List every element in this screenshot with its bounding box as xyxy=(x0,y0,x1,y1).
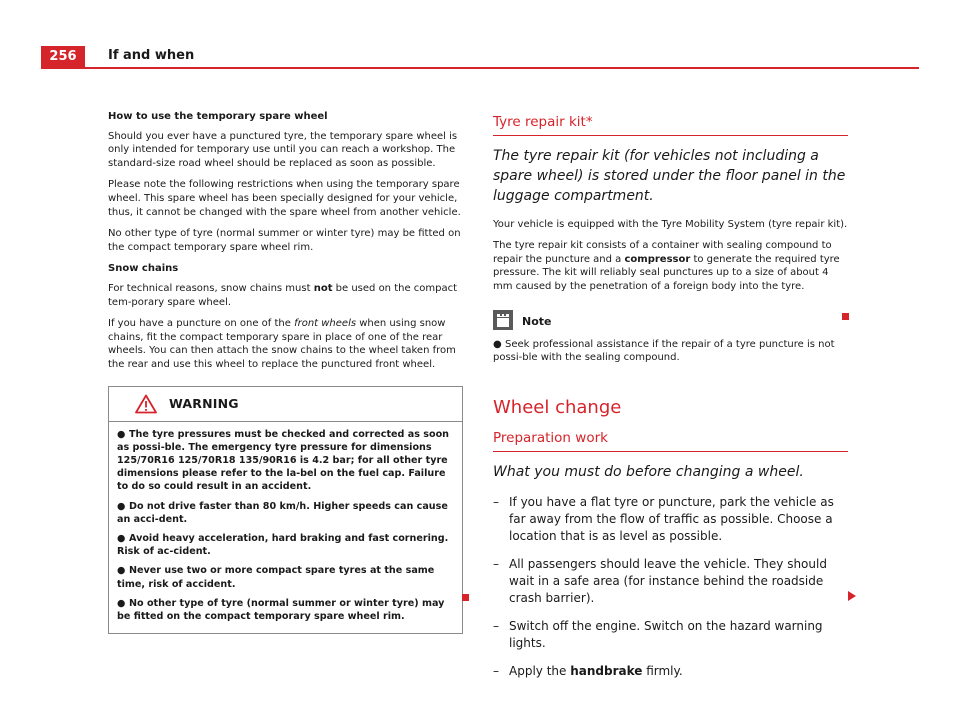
preparation-work-title: Preparation work xyxy=(493,432,848,452)
paragraph: Should you ever have a punctured tyre, the temporary spare wheel is only intended for temporary use until you can reach a workshop. The standard-size road wheel should be replaced as soon as possible. xyxy=(108,130,458,169)
paragraph: Your vehicle is equipped with the Tyre Mobility System (tyre repair kit). xyxy=(493,218,848,230)
page-header xyxy=(0,0,960,70)
text: If you have a puncture on one of the xyxy=(108,318,295,330)
bullet-icon: ● xyxy=(117,500,126,512)
text: Apply the xyxy=(509,663,571,678)
dash-icon: – xyxy=(493,494,499,509)
text: The tyre repair kit consists of a container with sealing compound to repair the puncture and a xyxy=(493,240,832,265)
warning-text: No other type of tyre (normal summer or winter tyre) may be fitted on the compact temporary spare wheel rim. xyxy=(117,597,445,622)
dash-icon: – xyxy=(493,618,499,633)
warning-item xyxy=(117,532,454,558)
warning-text: The tyre pressures must be checked and corrected as soon as possi-ble. The emergency tyre pressure for dimensions 125/70R16 125/70R18 135/90R16 is 4.2 bar; for all other tyre dimensions please refer to the la-bel on the fuel cap. Failure to do so could result in an accident. xyxy=(117,428,449,493)
paragraph xyxy=(108,317,463,371)
paragraph xyxy=(108,282,463,309)
page-number: 256 xyxy=(41,46,85,68)
dash-icon: – xyxy=(493,556,499,571)
warning-body xyxy=(109,422,462,634)
warning-title: WARNING xyxy=(169,395,239,411)
list-item xyxy=(493,663,848,680)
note-title: Note xyxy=(522,314,552,328)
text: be used on the compact tem-porary spare wheel. xyxy=(108,282,458,308)
note-header xyxy=(493,310,848,332)
warning-text: Never use two or more compact spare tyres at the same time, risk of accident. xyxy=(117,565,435,590)
warning-triangle-icon xyxy=(135,394,157,414)
warning-box xyxy=(108,386,463,635)
bullet-icon: ● xyxy=(117,428,126,440)
warning-item xyxy=(117,428,454,494)
bullet-icon: ● xyxy=(117,565,126,577)
warning-item xyxy=(117,500,454,526)
emphasis: front wheels xyxy=(294,318,357,330)
bullet-icon: ● xyxy=(117,597,126,609)
warning-item xyxy=(117,597,454,623)
snow-chains-heading: Snow chains xyxy=(108,263,179,275)
tyre-repair-kit-title: Tyre repair kit* xyxy=(493,116,848,136)
note-item xyxy=(493,338,848,365)
spare-wheel-heading: How to use the temporary spare wheel xyxy=(108,111,328,122)
paragraph: Please note the following restrictions when using the temporary spare wheel. This spare wheel has been specially designed for your vehicle, thus, it cannot be changed with the spare wheel from another vehicle. xyxy=(108,179,461,218)
list-item xyxy=(493,494,848,545)
text: For technical reasons, snow chains must xyxy=(108,282,314,294)
step-text: All passengers should leave the vehicle. They should wait in a safe area (for instance behind the roadside crash barrier). xyxy=(509,556,827,605)
list-item xyxy=(493,556,848,607)
text: when using snow chains, fit the compact temporary spare in place of one of the rear wheels. You can then attach the snow chains to the wheel taken from the rear and use this wheel to replace the punctured front wheel. xyxy=(108,318,456,370)
paragraph xyxy=(493,239,848,293)
bullet-icon: ● xyxy=(493,338,502,350)
left-column xyxy=(108,110,463,634)
note-icon xyxy=(493,310,513,330)
emphasis: compressor xyxy=(624,253,691,265)
warning-text: Do not drive faster than 80 km/h. Higher speeds can cause an acci-dent. xyxy=(117,500,448,525)
chapter-title: If and when xyxy=(108,48,195,63)
bullet-icon: ● xyxy=(117,532,126,544)
dash-icon: – xyxy=(493,663,499,678)
text: to generate the required tyre pressure. The kit will reliably seal punctures up to a size of about 4 mm caused by the penetration of a foreign body into the tyre. xyxy=(493,253,840,292)
warning-item xyxy=(117,564,454,590)
wheel-change-title: Wheel change xyxy=(493,396,622,418)
note-text: Seek professional assistance if the repair of a tyre puncture is not possi-ble with the sealing compound. xyxy=(493,338,835,364)
step-text: If you have a flat tyre or puncture, park the vehicle as far away from the flow of traffic as possible. Choose a location that is as level as possible. xyxy=(509,494,834,543)
steps-list xyxy=(493,494,848,680)
right-column xyxy=(493,110,848,691)
warning-header xyxy=(109,387,462,422)
step-text: Switch off the engine. Switch on the hazard warning lights. xyxy=(509,618,823,650)
warning-text: Avoid heavy acceleration, hard braking and fast cornering. Risk of ac-cident. xyxy=(117,532,449,558)
list-item xyxy=(493,618,848,652)
preparation-intro: What you must do before changing a wheel. xyxy=(493,463,804,480)
header-rule xyxy=(41,67,919,69)
end-of-section-square xyxy=(462,594,469,601)
emphasis: not xyxy=(313,282,333,294)
text: firmly. xyxy=(642,663,683,678)
end-of-section-square xyxy=(842,313,849,320)
tyre-repair-kit-intro: The tyre repair kit (for vehicles not including a spare wheel) is stored under the floor panel in the luggage compartment. xyxy=(493,147,846,204)
emphasis: handbrake xyxy=(570,663,643,678)
continue-arrow-icon xyxy=(848,591,856,601)
paragraph: No other type of tyre (normal summer or winter tyre) may be fitted on the compact temporary spare wheel rim. xyxy=(108,228,461,253)
